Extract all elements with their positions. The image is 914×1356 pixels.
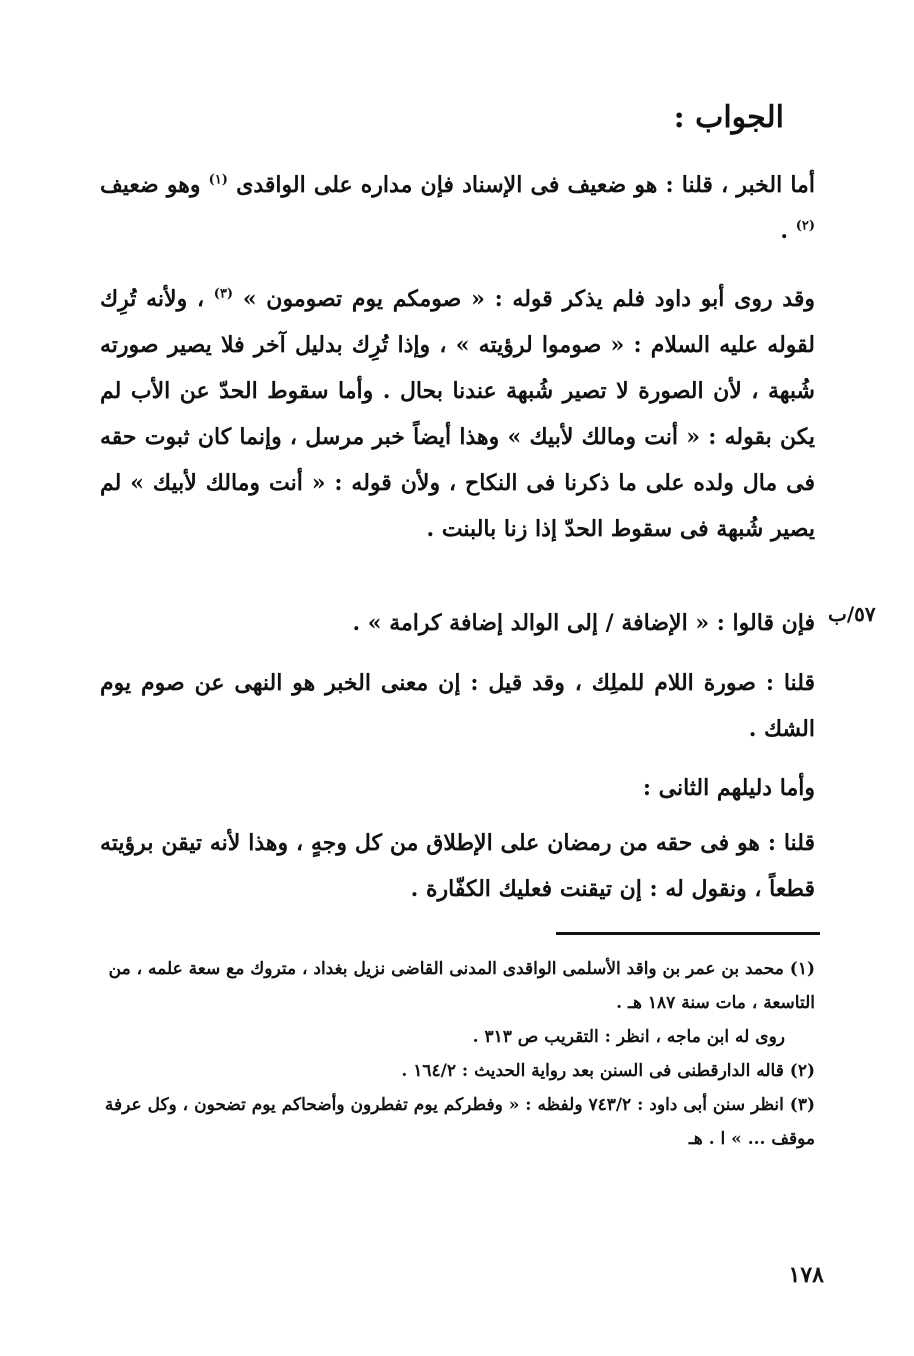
footnote-2: (٢) قاله الدارقطنى فى السنن بعد رواية الحديث : ١٦٤/٢ . [401,1061,815,1081]
page-number: ١٧٨ [788,1262,824,1288]
paragraph-6 [100,820,815,912]
paragraph-5-text: وأما دليلهم الثانى : [642,775,815,801]
paragraph-5 [100,765,815,811]
footnote-1: (١) محمد بن عمر بن واقد الأسلمى الواقدى المدنى القاضى نزيل بغداد ، متروك مع سعة علمه ، من التاسعة ، مات سنة ١٨٧ هـ . [108,959,815,1013]
paragraph-2 [100,276,815,552]
paragraph-4 [100,660,815,752]
footnote-3: (٣) انظر سنن أبى داود : ٧٤٣/٢ ولفظه : « وفطركم يوم تفطرون وأضحاكم يوم تضحون ، وكل عرفة موقف ... » ا . هـ [104,1095,815,1149]
paragraph-3-text: فإن قالوا : « الإضافة / إلى الوالد إضافة كرامة » . [352,610,815,636]
footnote-ref-2[interactable]: (٢) [795,218,815,234]
paragraph-2-text-a: وقد روى أبو داود فلم يذكر قوله : « صومكم يوم تصومون » [242,286,815,312]
paragraph-4-text: قلنا : صورة اللام للملِك ، وقد قيل : إن معنى الخبر هو النهى عن صوم يوم الشك . [100,670,815,742]
paragraph-1-text-b: وهو ضعيف [100,172,201,198]
section-heading: الجواب : [673,100,784,135]
paragraph-1-text-a: أما الخبر ، قلنا : هو ضعيف فى الإسناد فإن مداره على الواقدى [236,172,815,198]
paragraph-2-text-b: ، ولأنه تُرِك لقوله عليه السلام : « صوموا لرؤيته » ، وإذا تُرِك بدليل آخر فلا يصير صورته شُبهة ، لأن الصورة لا تصير شُبهة عندنا بحال . وأما سقوط الحدّ عن الأب لم يكن بقوله : « أنت ومالك لأبيك » وهذا أيضاً خبر مرسل ، وإنما كان ثبوت حقه فى مال ولده على ما ذكرنا فى النكاح ، ولأن قوله : « أنت ومالك لأبيك » لم يصير شُبهة فى سقوط الحدّ إذا زنا بالبنت . [100,286,815,542]
footnote-1-continued: روى له ابن ماجه ، انظر : التقريب ص ٣١٣ . [472,1027,785,1047]
paragraph-1 [100,162,815,254]
paragraph-6-text: قلنا : هو فى حقه من رمضان على الإطلاق من كل وجهٍ ، وهذا لأنه تيقن برؤيته قطعاً ، ونقول له : إن تيقنت فعليك الكفّارة . [100,830,815,902]
paragraph-1-text-c: . [780,218,789,244]
footnote-divider [556,932,820,935]
manuscript-folio-marker: ٥٧/ب [828,602,876,626]
paragraph-3 [100,600,815,646]
footnotes-section [100,952,815,1156]
footnote-ref-3[interactable]: (٣) [213,286,234,302]
footnote-ref-1[interactable]: (١) [208,172,228,188]
